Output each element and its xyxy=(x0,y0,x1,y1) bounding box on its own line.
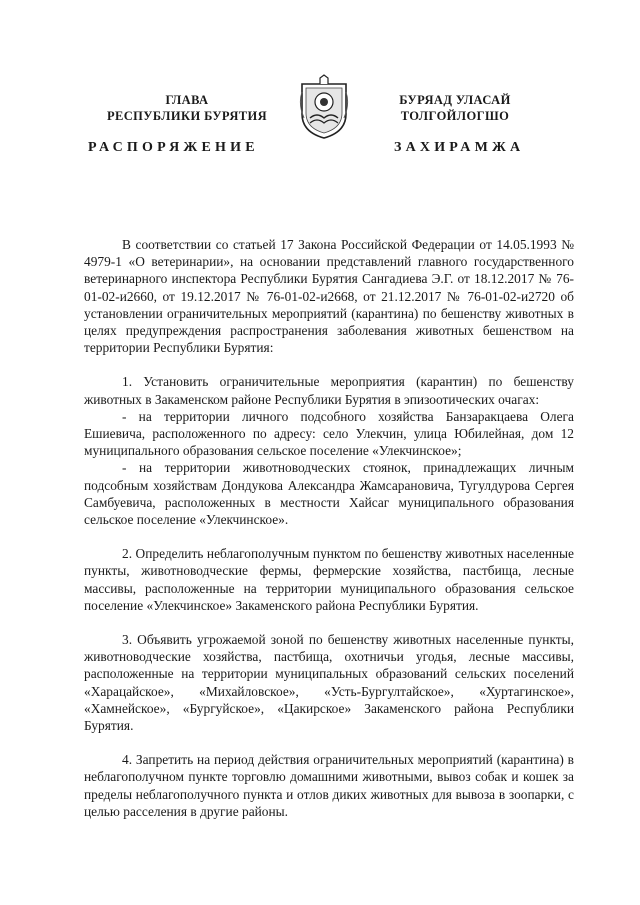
item-2-paragraph: 2. Определить неблагополучным пунктом по бешенству животных населенные пункты, животноводческие фермы, фермерские хозяйства, пастбища, лесные массивы, расположенные на территории муниципального образования сельское поселение «Улекчинское» Закаменского района Республики Бурятия. xyxy=(84,546,574,613)
document-body xyxy=(84,236,574,820)
item-1-paragraph: 1. Установить ограничительные мероприятия (карантин) по бешенству животных в Закаменском районе Республики Бурятия в эпизоотических очагах: xyxy=(84,374,574,407)
order-title-right: ЗАХИРАМЖА xyxy=(394,140,525,155)
item-1-subitem-1: - на территории личного подсобного хозяйства Банзаракцаева Олега Ешиевича, расположенного по адресу: село Улекчин, улица Юбилейная, дом 12 муниципального образования сельское поселение «Улекчинское»; xyxy=(84,408,574,459)
header-left-title: ГЛАВА xyxy=(165,93,209,107)
header-left xyxy=(92,92,282,124)
item-4-paragraph: 4. Запретить на период действия ограничительных мероприятий (карантина) в неблагополучном пункте торговлю домашними животными, вывоз собак и кошек за пределы неблагополучного пункта и отлов диких животных для вывоза в зоопарки, с целью расселения в другие районы. xyxy=(84,752,574,819)
header-left-subtitle: РЕСПУБЛИКИ БУРЯТИЯ xyxy=(106,109,268,123)
header-right xyxy=(360,92,550,124)
item-3-paragraph: 3. Объявить угрожаемой зоной по бешенству животных населенные пункты, животноводческие хозяйства, пастбища, охотничьи угодья, лесные массивы, расположенные на территории муниципальных образований сельских поселений «Харацайское», «Михайловское», «Усть-Бургултайское», «Хуртагинское», «Хамнейское», «Бургуйское», «Цакирское» Закаменского района Республики Бурятия. xyxy=(84,632,574,734)
header-right-title: БУРЯАД УЛАСАЙ xyxy=(399,93,511,107)
preamble-paragraph: В соответствии со статьей 17 Закона Российской Федерации от 14.05.1993 № 4979-1 «О ветеринарии», на основании представлений главного государственного ветеринарного инспектора Республики Бурятия Сангадиева Э.Г. от 18.12.2017 № 76-01-02-и2660, от 19.12.2017 № 76-01-02-и2668, от 21.12.2017 № 76-01-02-и2720 об установлении ограничительных мероприятий (карантина) по бешенству животных в целях предупреждения распространения заболевания животных бешенством на территории Республики Бурятия: xyxy=(84,237,574,356)
header-right-subtitle: ТОЛГОЙЛОГШО xyxy=(400,109,510,123)
item-1-subitem-2: - на территории животноводческих стоянок, принадлежащих личным подсобным хозяйствам Дондукова Александра Жамсарановича, Тугулдурова Сергея Самбуевича, расположенных в местности Хайсаг муниципального образования сельское поселение «Улекчинское». xyxy=(84,460,574,528)
order-title-left: РАСПОРЯЖЕНИЕ xyxy=(88,140,259,155)
coat-of-arms-emblem xyxy=(298,74,350,140)
